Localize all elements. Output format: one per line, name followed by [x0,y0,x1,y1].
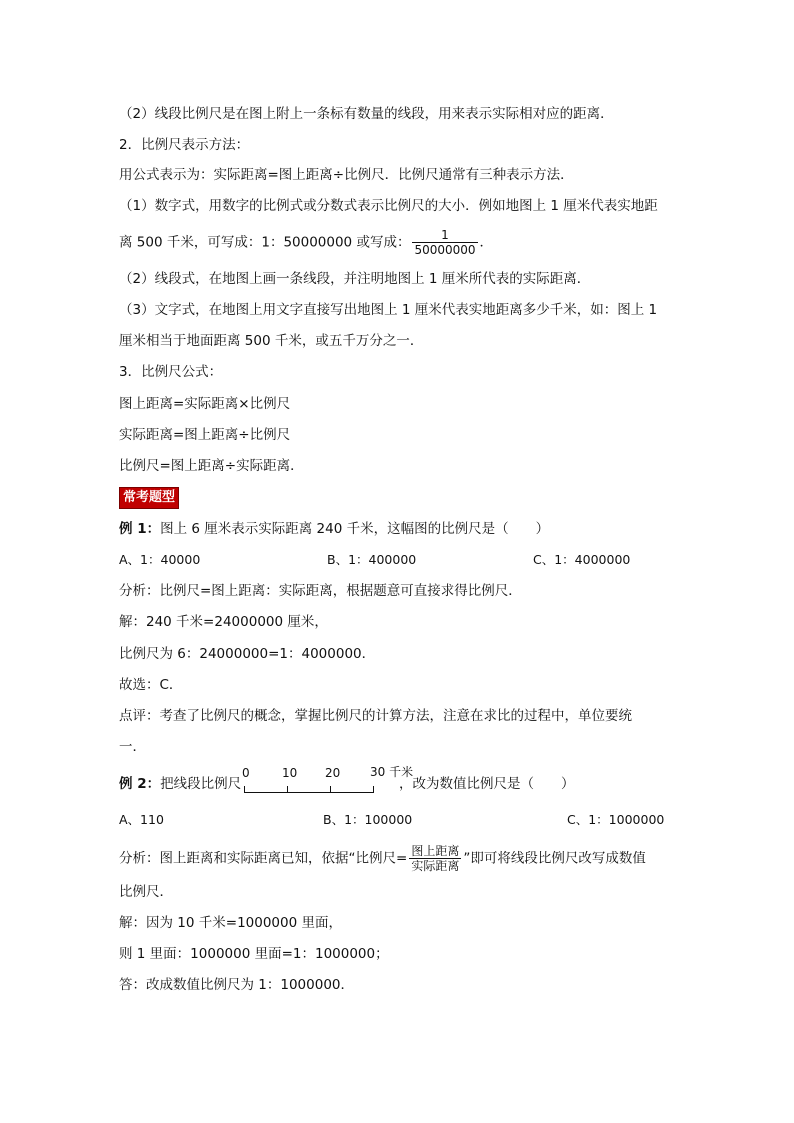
fraction-denominator: 实际距离 [411,859,460,873]
example-1-question [119,519,549,539]
scale-baseline [244,792,374,793]
formula-line: 比例尺=图上距离÷实际距离． [119,458,304,474]
scale-tick [244,786,245,793]
example-1-solution: 解：240 千米=24000000 厘米， [119,614,328,630]
text-segment: 离 500 千米，可写成：1：50000000 或写成： [119,234,411,251]
text-line: （1）数字式，用数字的比例式或分数式表示比例尺的大小．例如地图上 1 厘米代表实地距 [119,198,658,214]
example-2-solution: 解：因为 10 千米=1000000 里面， [119,915,342,931]
fraction-numerator: 图上距离 [411,844,460,858]
formula-line: 图上距离=实际距离×比例尺 [119,396,291,412]
text-segment: 分析：图上距离和实际距离已知，依据“比例尺= [119,850,408,867]
example-1-comment: 一． [119,739,146,755]
example-2-question-suffix: ，改为数值比例尺是（ ） [399,776,575,792]
example-2-question-text: 把线段比例尺 [160,776,242,792]
example-1-option-b: B、1：400000 [327,552,417,567]
scale-label: 20 [325,766,341,780]
section-heading: 3．比例尺公式： [119,364,223,380]
text-line: 用公式表示为：实际距离=图上距离÷比例尺．比例尺通常有三种表示方法． [119,167,574,183]
formula-line: 实际距离=图上距离÷比例尺 [119,427,291,443]
scale-tick [330,786,331,793]
example-1-option-c: C、1：4000000 [533,552,631,567]
text-line-with-fraction [119,228,493,257]
scale-label: 0 [242,766,250,780]
scale-tick [373,786,374,793]
fraction [409,844,461,873]
section-heading: 2．比例尺表示方法： [119,137,250,153]
example-1-label: 例 1： [119,521,161,537]
example-2-solution: 则 1 里面：1000000 里面=1：1000000； [119,946,389,962]
example-2-question [119,774,241,794]
example-1-question-text: 图上 6 厘米表示实际距离 240 千米，这幅图的比例尺是（ ） [160,521,550,537]
example-2-option-c: C、1：1000000 [567,812,665,827]
example-2-answer: 答：改成数值比例尺为 1：1000000． [119,977,355,993]
common-question-types-badge-row [119,487,179,509]
example-2-analysis [119,844,646,873]
text-line: （3）文字式，在地图上用文字直接写出地图上 1 厘米代表实地距离多少千米，如：图上 1 [119,302,658,318]
text-line: （2）线段式，在地图上画一条线段，并注明地图上 1 厘米所代表的实际距离． [119,271,591,287]
fraction-denominator: 50000000 [414,243,476,257]
text-line: 厘米相当于地面距离 500 千米，或五千万分之一． [119,333,424,349]
example-2-option-b: B、1：100000 [323,812,413,827]
example-1-solution: 比例尺为 6：24000000=1：4000000． [119,646,376,662]
scale-tick [287,786,288,793]
example-1-answer: 故选：C． [119,677,183,693]
text-segment: ”即可将线段比例尺改写成数值 [463,850,646,867]
scale-label: 10 [282,766,298,780]
fraction-numerator: 1 [412,228,477,243]
text-segment: ． [479,234,494,251]
text-line: （2）线段比例尺是在图上附上一条标有数量的线段，用来表示实际相对应的距离． [119,106,614,122]
example-2-analysis: 比例尺． [119,884,173,900]
example-1-comment: 点评：考查了比例尺的概念，掌握比例尺的计算方法，注意在求比的过程中，单位要统 [119,708,632,724]
common-question-types-badge: 常考题型 [119,487,179,509]
line-scale-bar [242,765,414,800]
scale-label: 30 千米 [370,765,414,779]
example-2-option-a: A、110 [119,812,164,827]
example-1-option-a: A、1：40000 [119,552,201,567]
example-1-analysis: 分析：比例尺=图上距离：实际距离，根据题意可直接求得比例尺． [119,583,522,599]
fraction [412,228,477,257]
example-2-label: 例 2： [119,776,161,792]
